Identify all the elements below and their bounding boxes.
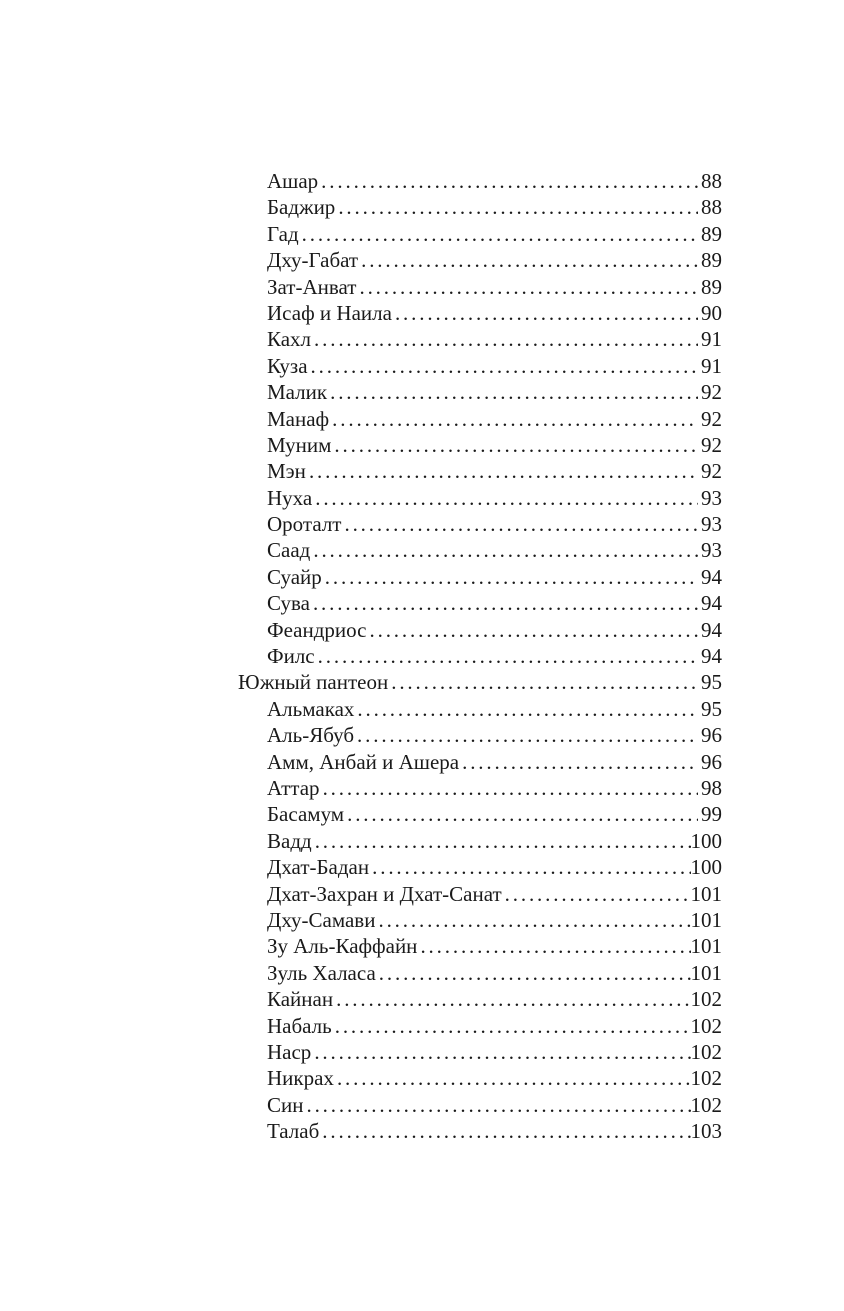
toc-entry-title: Талаб xyxy=(267,1119,320,1144)
toc-entry-title: Кайнан xyxy=(267,987,334,1012)
toc-dot-leader xyxy=(331,432,698,458)
toc-entry-title: Сува xyxy=(267,591,310,616)
toc-dot-leader xyxy=(310,590,698,616)
toc-entry-title: Южный пантеон xyxy=(238,670,389,695)
toc-entry-title: Дхат-Захран и Дхат-Санат xyxy=(267,881,502,906)
toc-entry-title: Наср xyxy=(267,1039,312,1064)
toc-entry[interactable] xyxy=(238,907,722,933)
toc-entry[interactable] xyxy=(238,511,722,537)
toc-entry-title: Феандриос xyxy=(267,617,367,642)
toc-page-number: 100 xyxy=(690,855,722,880)
toc-entry[interactable] xyxy=(238,432,722,458)
toc-entry[interactable] xyxy=(238,881,722,907)
toc-page-number: 91 xyxy=(701,353,722,378)
toc-dot-leader xyxy=(354,696,698,722)
toc-dot-leader xyxy=(311,326,698,352)
toc-entry[interactable] xyxy=(238,326,722,352)
toc-entry-title: Альмаках xyxy=(267,696,355,721)
toc-entry[interactable] xyxy=(238,696,722,722)
toc-entry[interactable] xyxy=(238,194,722,220)
toc-entry[interactable] xyxy=(238,458,722,484)
toc-dot-leader xyxy=(303,1092,690,1118)
toc-entry-title: Суайр xyxy=(267,564,322,589)
toc-entry[interactable] xyxy=(238,775,722,801)
toc-entry-title: Дхат-Бадан xyxy=(267,855,370,880)
toc-entry[interactable] xyxy=(238,537,722,563)
toc-page-number: 94 xyxy=(701,591,722,616)
toc-page-number: 103 xyxy=(690,1119,722,1144)
toc-entry-title: Нуха xyxy=(267,485,313,510)
toc-page-number: 102 xyxy=(690,987,722,1012)
toc-entry[interactable] xyxy=(238,247,722,273)
toc-page-number: 98 xyxy=(701,775,722,800)
toc-page-number: 89 xyxy=(701,274,722,299)
toc-entry[interactable] xyxy=(238,168,722,194)
toc-dot-leader xyxy=(327,379,698,405)
toc-entry[interactable] xyxy=(238,1013,722,1039)
toc-entry[interactable] xyxy=(238,1065,722,1091)
toc-entry[interactable] xyxy=(238,353,722,379)
toc-page-number: 92 xyxy=(701,459,722,484)
toc-page-number: 101 xyxy=(690,907,722,932)
toc-dot-leader xyxy=(417,933,690,959)
toc-entry-title: Басамум xyxy=(267,802,345,827)
toc-entry-title: Ашар xyxy=(267,169,319,193)
toc-entry[interactable] xyxy=(238,564,722,590)
toc-dot-leader xyxy=(341,511,698,537)
toc-page-number: 88 xyxy=(701,169,722,193)
toc-page-number: 92 xyxy=(701,406,722,431)
toc-page-number: 93 xyxy=(701,485,722,510)
toc-dot-leader xyxy=(388,669,698,695)
toc-dot-leader xyxy=(356,274,698,300)
toc-entry[interactable] xyxy=(238,485,722,511)
toc-dot-leader xyxy=(375,907,690,933)
toc-dot-leader xyxy=(311,1039,690,1065)
toc-entry[interactable] xyxy=(238,274,722,300)
toc-entry[interactable] xyxy=(238,828,722,854)
toc-dot-leader xyxy=(308,353,698,379)
toc-dot-leader xyxy=(312,485,698,511)
toc-page-number: 93 xyxy=(701,512,722,537)
toc-entry[interactable] xyxy=(238,854,722,880)
toc-page-number: 94 xyxy=(701,564,722,589)
toc-entry-title: Набаль xyxy=(267,1013,332,1038)
toc-entry[interactable] xyxy=(238,617,722,643)
toc-entry[interactable] xyxy=(238,221,722,247)
toc-dot-leader xyxy=(358,247,698,273)
toc-entry-title: Дху-Габат xyxy=(267,248,359,273)
toc-entry[interactable] xyxy=(238,590,722,616)
toc-page-number: 94 xyxy=(701,617,722,642)
toc-page-number: 100 xyxy=(690,828,722,853)
toc-entry-title: Куза xyxy=(267,353,308,378)
toc-page-number: 92 xyxy=(701,380,722,405)
toc-page-number: 101 xyxy=(690,960,722,985)
toc-page-number: 89 xyxy=(701,221,722,246)
toc-dot-leader xyxy=(502,881,691,907)
toc-entry-title: Син xyxy=(267,1092,304,1117)
toc-dot-leader xyxy=(335,194,698,220)
toc-entry[interactable] xyxy=(238,1118,722,1144)
toc-dot-leader xyxy=(334,1065,691,1091)
toc-page-number: 96 xyxy=(701,749,722,774)
toc-entry-title: Зу Аль-Каффайн xyxy=(267,934,418,959)
toc-page-number: 96 xyxy=(701,723,722,748)
toc-dot-leader xyxy=(318,168,698,194)
toc-entry[interactable] xyxy=(238,300,722,326)
toc-dot-leader xyxy=(369,854,690,880)
toc-dot-leader xyxy=(367,617,699,643)
toc-dot-leader xyxy=(299,221,698,247)
toc-page-number: 89 xyxy=(701,248,722,273)
toc-page-number: 92 xyxy=(701,432,722,457)
toc-dot-leader xyxy=(354,722,698,748)
toc-dot-leader xyxy=(392,300,698,326)
toc-page-number: 101 xyxy=(690,881,722,906)
table-of-contents xyxy=(238,168,722,1144)
toc-entry[interactable] xyxy=(238,1092,722,1118)
toc-dot-leader xyxy=(320,775,698,801)
toc-entry[interactable] xyxy=(238,960,722,986)
toc-dot-leader xyxy=(329,406,698,432)
toc-page-number: 102 xyxy=(690,1013,722,1038)
toc-entry-title: Исаф и Наила xyxy=(267,300,392,325)
toc-entry-title: Зуль Халаса xyxy=(267,960,376,985)
toc-entry[interactable] xyxy=(238,1039,722,1065)
toc-entry-title: Амм, Анбай и Ашера xyxy=(267,749,460,774)
toc-dot-leader xyxy=(332,1013,691,1039)
toc-entry-title: Гад xyxy=(267,221,299,246)
toc-entry-title: Манаф xyxy=(267,406,330,431)
toc-entry-title: Вадд xyxy=(267,828,312,853)
toc-entry-title: Дху-Самави xyxy=(267,907,376,932)
toc-entry[interactable] xyxy=(238,379,722,405)
toc-dot-leader xyxy=(322,564,698,590)
toc-entry-title: Саад xyxy=(267,538,311,563)
toc-entry-title: Аттар xyxy=(267,775,320,800)
toc-entry-title: Филс xyxy=(267,644,315,669)
toc-entry[interactable] xyxy=(238,722,722,748)
toc-entry-title: Баджир xyxy=(267,195,336,220)
toc-dot-leader xyxy=(344,801,698,827)
toc-entry[interactable] xyxy=(238,801,722,827)
toc-dot-leader xyxy=(459,749,698,775)
toc-entry-title: Никрах xyxy=(267,1066,334,1091)
toc-entry-title: Аль-Ябуб xyxy=(267,723,355,748)
toc-page-number: 93 xyxy=(701,538,722,563)
toc-entry-title: Муним xyxy=(267,432,332,457)
toc-entry[interactable] xyxy=(238,669,722,695)
toc-entry[interactable] xyxy=(238,749,722,775)
toc-entry[interactable] xyxy=(238,933,722,959)
toc-page-number: 91 xyxy=(701,327,722,352)
toc-page-number: 102 xyxy=(690,1066,722,1091)
toc-dot-leader xyxy=(315,643,698,669)
toc-entry-title: Малик xyxy=(267,380,328,405)
toc-entry[interactable] xyxy=(238,986,722,1012)
toc-page-number: 102 xyxy=(690,1039,722,1064)
toc-page-number: 90 xyxy=(701,300,722,325)
toc-dot-leader xyxy=(310,537,698,563)
toc-page-number: 101 xyxy=(690,934,722,959)
toc-dot-leader xyxy=(312,828,691,854)
toc-dot-leader xyxy=(376,960,691,986)
toc-page-number: 94 xyxy=(701,644,722,669)
toc-entry-title: Ороталт xyxy=(267,512,342,537)
toc-page-number: 102 xyxy=(690,1092,722,1117)
toc-entry[interactable] xyxy=(238,643,722,669)
toc-dot-leader xyxy=(319,1118,690,1144)
toc-page-number: 95 xyxy=(701,670,722,695)
toc-dot-leader xyxy=(306,458,698,484)
toc-entry-title: Кахл xyxy=(267,327,312,352)
toc-page-number: 99 xyxy=(701,802,722,827)
toc-entry[interactable] xyxy=(238,406,722,432)
toc-entry-title: Мэн xyxy=(267,459,306,484)
toc-entry-title: Зат-Анват xyxy=(267,274,357,299)
toc-page-number: 95 xyxy=(701,696,722,721)
toc-dot-leader xyxy=(333,986,690,1012)
toc-page-number: 88 xyxy=(701,195,722,220)
